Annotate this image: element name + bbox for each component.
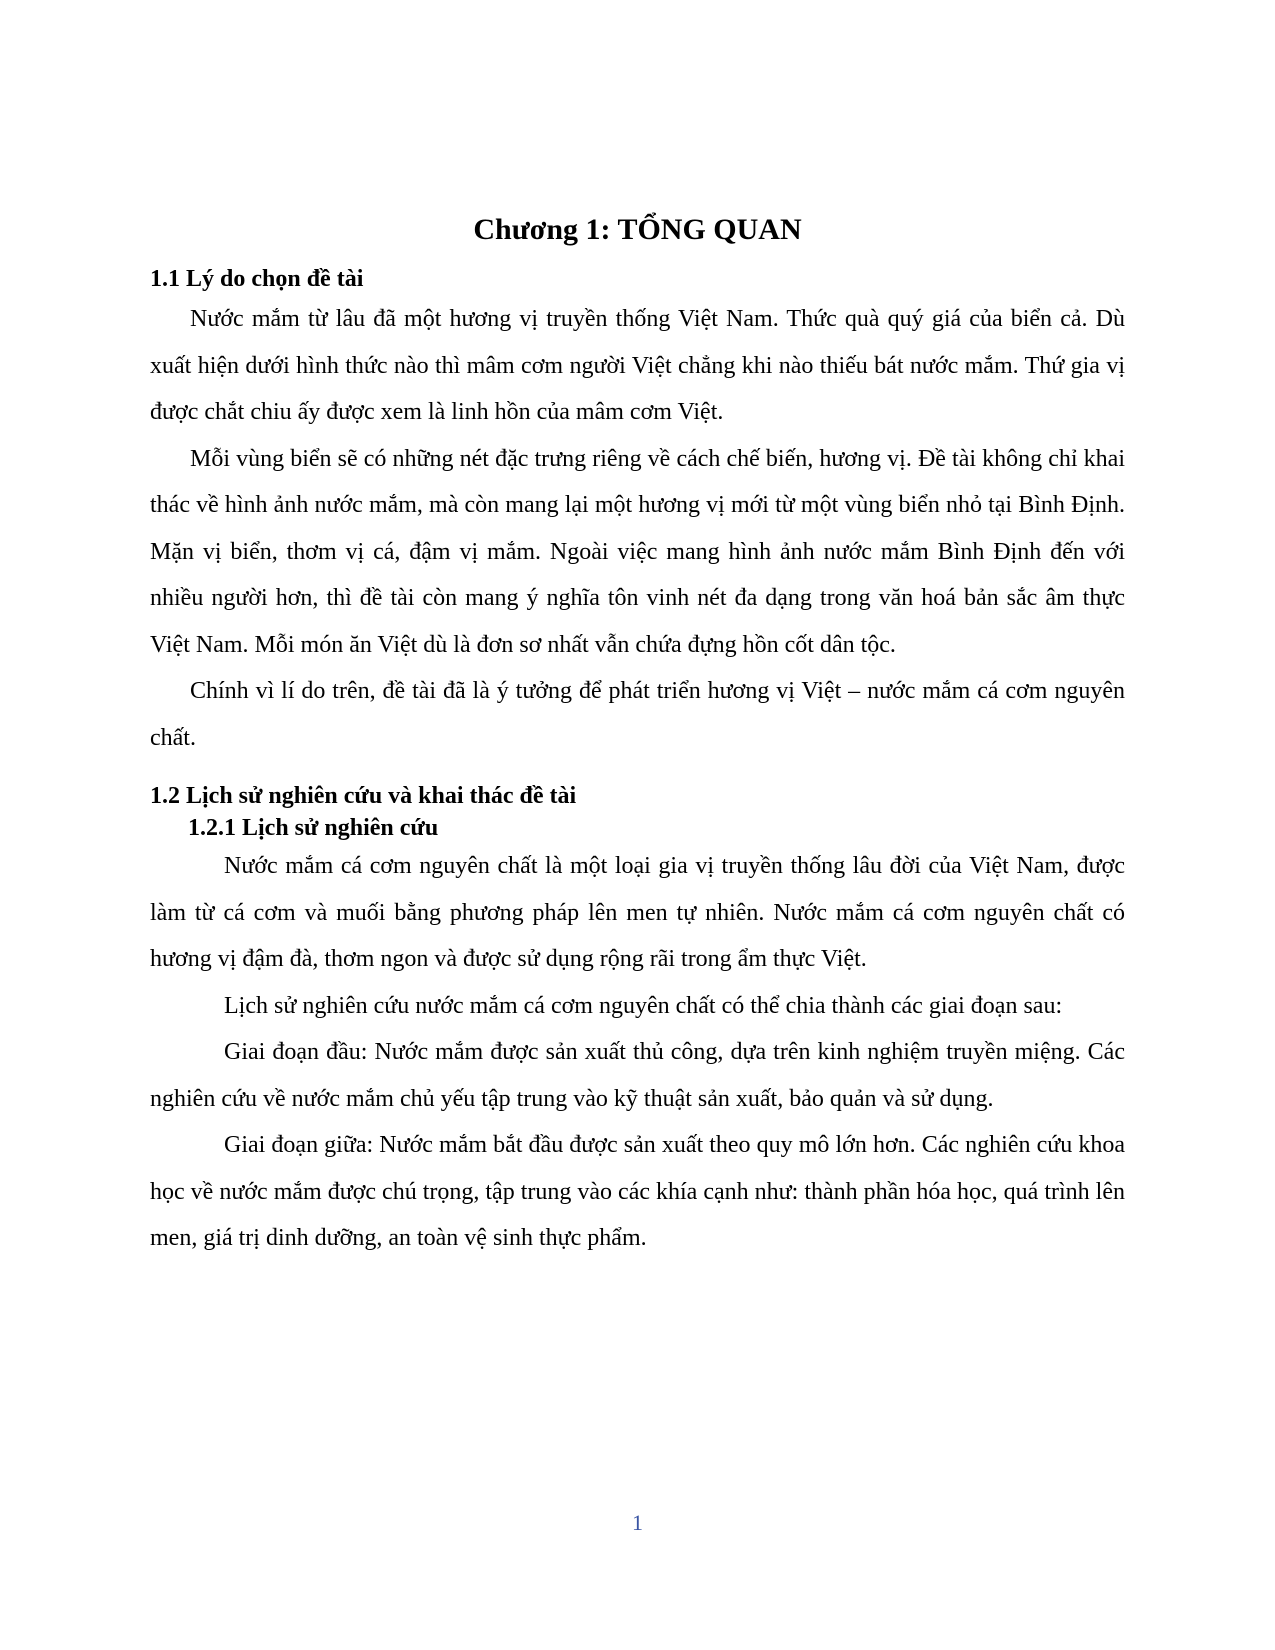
subsection-heading-1-2-1: 1.2.1 Lịch sử nghiên cứu <box>188 815 439 841</box>
paragraph: Chính vì lí do trên, đề tài đã là ý tưởng để phát triển hương vị Việt – nước mắm cá cơm nguyên chất. <box>150 678 1125 751</box>
section-heading-1-1: 1.1 Lý do chọn đề tài <box>150 266 364 292</box>
paragraph: Lịch sử nghiên cứu nước mắm cá cơm nguyên chất có thể chia thành các giai đoạn sau: <box>224 992 1063 1019</box>
page-content <box>150 210 1125 1262</box>
paragraph: Giai đoạn đầu: Nước mắm được sản xuất thủ công, dựa trên kinh nghiệm truyền miệng. Các nghiên cứu về nước mắm chủ yếu tập trung vào kỹ thuật sản xuất, bảo quản và sử dụng. <box>150 1039 1125 1112</box>
chapter-title: Chương 1: TỔNG QUAN <box>473 213 802 246</box>
paragraph: Nước mắm cá cơm nguyên chất là một loại gia vị truyền thống lâu đời của Việt Nam, được làm từ cá cơm và muối bằng phương pháp lên men tự nhiên. Nước mắm cá cơm nguyên chất có hương vị đậm đà, thơm ngon và được sử dụng rộng rãi trong ẩm thực Việt. <box>150 853 1125 972</box>
paragraph: Nước mắm từ lâu đã một hương vị truyền thống Việt Nam. Thức quà quý giá của biển cả. Dù xuất hiện dưới hình thức nào thì mâm cơm người Việt chẳng khi nào thiếu bát nước mắm. Thứ gia vị được chắt chiu ấy được xem là linh hồn của mâm cơm Việt. <box>150 306 1125 425</box>
section-heading-1-2: 1.2 Lịch sử nghiên cứu và khai thác đề tài <box>150 783 577 809</box>
paragraph: Giai đoạn giữa: Nước mắm bắt đầu được sản xuất theo quy mô lớn hơn. Các nghiên cứu khoa học về nước mắm được chú trọng, tập trung vào các khía cạnh như: thành phần hóa học, quá trình lên men, giá trị dinh dưỡng, an toàn vệ sinh thực phẩm. <box>150 1132 1125 1251</box>
page-number: 1 <box>632 1510 643 1535</box>
paragraph: Mỗi vùng biển sẽ có những nét đặc trưng riêng về cách chế biến, hương vị. Đề tài không chỉ khai thác về hình ảnh nước mắm, mà còn mang lại một hương vị mới từ một vùng biển nhỏ tại Bình Định. Mặn vị biển, thơm vị cá, đậm vị mắm. Ngoài việc mang hình ảnh nước mắm Bình Định đến với nhiều người hơn, thì đề tài còn mang ý nghĩa tôn vinh nét đa dạng trong văn hoá bản sắc âm thực Việt Nam. Mỗi món ăn Việt dù là đơn sơ nhất vẫn chứa đựng hồn cốt dân tộc. <box>150 445 1125 658</box>
